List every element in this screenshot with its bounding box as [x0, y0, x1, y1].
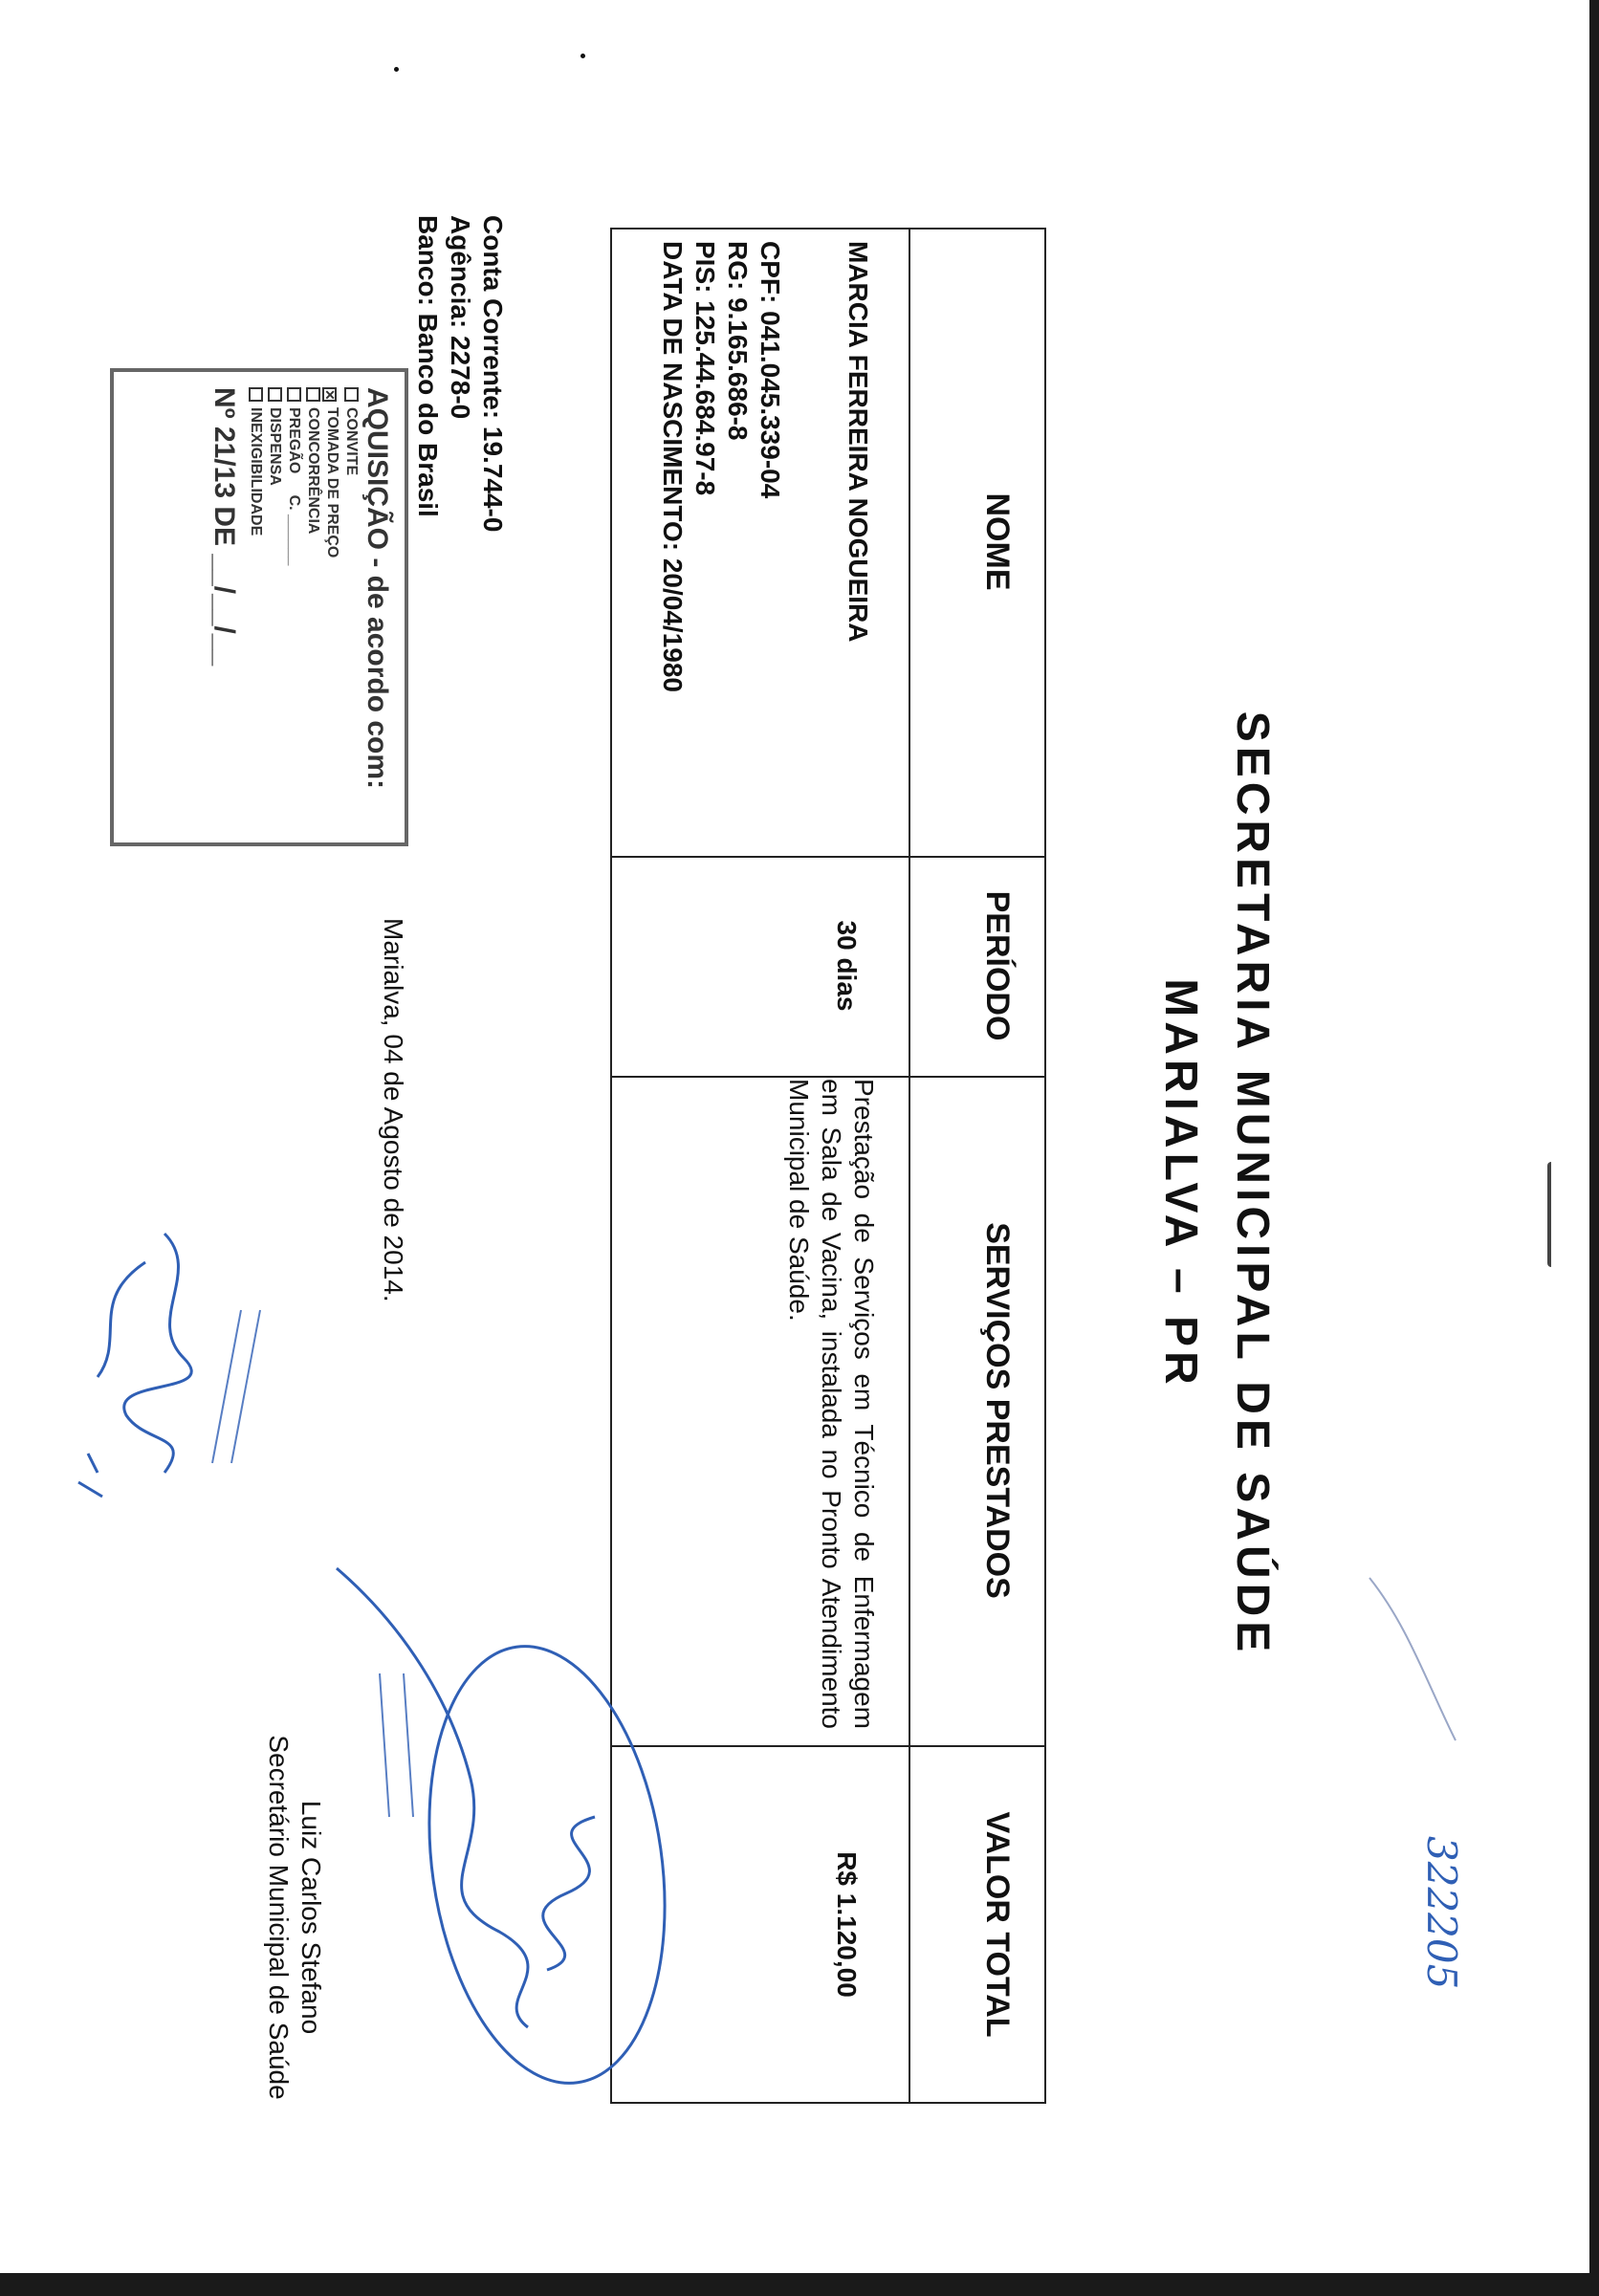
page-title: SECRETARIA MUNICIPAL DE SAÚDE	[1227, 711, 1278, 1657]
signature-left	[78, 1234, 191, 1497]
rubber-stamp-marks	[212, 1310, 413, 1817]
column-header-nome: NOME	[979, 492, 1016, 591]
stamp-number: Nº 21/13 DE __/__/__	[208, 387, 240, 667]
handwritten-page-number: 322205	[1418, 1836, 1465, 1990]
column-header-periodo: PERÍODO	[979, 890, 1016, 1041]
cell-rg: RG: 9.165.686-8	[723, 241, 753, 441]
scan-line-mark	[1369, 1578, 1456, 1740]
cell-cpf: CPF: 041.045.339-04	[756, 241, 785, 499]
stamp-option: CONCORRÊNCIA	[303, 387, 322, 827]
place-date: Marialva, 04 de Agosto de 2014.	[379, 918, 408, 1302]
stamp-option: ✕TOMADA DE PREÇO	[322, 389, 340, 558]
column-header-valor: VALOR TOTAL	[979, 1811, 1016, 2038]
cell-valor: R$ 1.120,00	[832, 1851, 862, 1998]
cell-periodo: 30 dias	[832, 920, 862, 1012]
bank-name: Banco: Banco do Brasil	[413, 215, 443, 517]
cell-pis: PIS: 125.44.684.97-8	[690, 241, 720, 496]
stamp-option: INEXIGIBILIDADE	[246, 387, 265, 827]
cell-nome: MARCIA FERREIRA NOGUEIRA	[843, 241, 873, 643]
column-header-servicos: SERVIÇOS PRESTADOS	[979, 1222, 1016, 1599]
signature-right	[337, 1568, 691, 2098]
signatory-role: Secretário Municipal de Saúde	[264, 1735, 294, 2100]
cell-servicos: Prestação de Serviços em Técnico de Enfermagem em Sala de Vacina, instalada no Pronto Atendimento Municipal de Saúde.	[784, 1079, 879, 1729]
bank-account: Conta Corrente: 19.744-0	[478, 215, 508, 533]
signatory-name: Luiz Carlos Stefano	[296, 1800, 326, 2035]
bank-agency: Agência: 2278-0	[446, 215, 475, 420]
stamp-option: DISPENSA	[265, 387, 284, 827]
stamp-option: CONVITE	[341, 387, 361, 827]
cell-nascimento: DATA DE NASCIMENTO: 20/04/1980	[658, 241, 688, 692]
stamp-option: PREGÃO C. ______	[284, 387, 303, 827]
page-subtitle: MARIALVA – PR	[1155, 978, 1206, 1389]
checked-box-icon: ✕	[322, 389, 338, 401]
stamp-title: AQUISIÇÃO - de acordo com:	[361, 387, 393, 790]
